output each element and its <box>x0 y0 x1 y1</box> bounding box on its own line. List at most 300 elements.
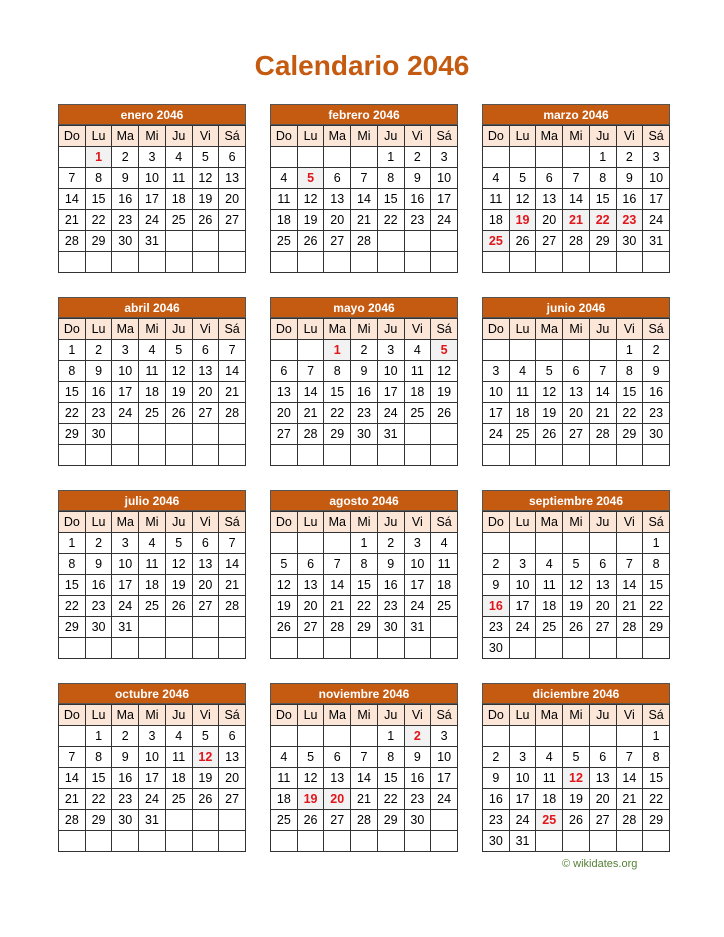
weekday-label: Sá <box>219 512 246 533</box>
empty-day-cell <box>85 638 112 659</box>
weekday-label: Sá <box>643 319 670 340</box>
day-cell: 11 <box>165 747 192 768</box>
empty-day-cell <box>192 617 219 638</box>
day-cell: 7 <box>324 554 351 575</box>
day-cell: 18 <box>165 189 192 210</box>
day-cell: 13 <box>536 189 563 210</box>
day-cell: 29 <box>324 424 351 445</box>
holiday-day-cell: 16 <box>483 596 510 617</box>
day-cell: 5 <box>536 361 563 382</box>
week-row <box>59 533 246 554</box>
empty-day-cell <box>589 445 616 466</box>
weekday-label: Vi <box>616 705 643 726</box>
holiday-day-cell: 1 <box>85 147 112 168</box>
day-cell: 18 <box>536 789 563 810</box>
empty-day-cell <box>377 638 404 659</box>
empty-day-cell <box>139 617 166 638</box>
empty-day-cell <box>324 831 351 852</box>
empty-day-cell <box>351 726 378 747</box>
empty-day-cell <box>589 340 616 361</box>
empty-day-cell <box>563 445 590 466</box>
week-row <box>271 533 458 554</box>
day-cell: 25 <box>165 210 192 231</box>
day-cell: 5 <box>271 554 298 575</box>
day-cell: 1 <box>616 340 643 361</box>
weekday-header-row <box>59 512 246 533</box>
weekday-label: Ju <box>589 319 616 340</box>
day-cell: 2 <box>85 340 112 361</box>
day-cell: 15 <box>589 189 616 210</box>
day-cell: 27 <box>536 231 563 252</box>
weekday-label: Ma <box>536 126 563 147</box>
weekday-label: Mi <box>351 126 378 147</box>
week-row <box>483 810 670 831</box>
day-cell: 4 <box>536 554 563 575</box>
week-row <box>59 575 246 596</box>
day-cell: 14 <box>616 768 643 789</box>
weekday-label: Lu <box>509 705 536 726</box>
day-cell: 24 <box>509 810 536 831</box>
empty-day-cell <box>643 252 670 273</box>
empty-day-cell <box>404 831 431 852</box>
month-table <box>58 511 246 659</box>
empty-day-cell <box>297 726 324 747</box>
day-cell: 1 <box>59 533 86 554</box>
week-row <box>271 210 458 231</box>
empty-day-cell <box>431 617 458 638</box>
day-cell: 8 <box>643 554 670 575</box>
weekday-header-row <box>59 126 246 147</box>
empty-day-cell <box>351 147 378 168</box>
day-cell: 13 <box>324 768 351 789</box>
weekday-label: Ju <box>165 512 192 533</box>
empty-day-cell <box>219 638 246 659</box>
weekday-label: Sá <box>431 126 458 147</box>
day-cell: 7 <box>616 747 643 768</box>
day-cell: 17 <box>377 382 404 403</box>
day-cell: 28 <box>324 617 351 638</box>
day-cell: 30 <box>112 231 139 252</box>
empty-day-cell <box>563 638 590 659</box>
day-cell: 26 <box>297 810 324 831</box>
day-cell: 25 <box>536 617 563 638</box>
weekday-label: Ju <box>589 705 616 726</box>
day-cell: 26 <box>165 596 192 617</box>
day-cell: 23 <box>483 810 510 831</box>
day-cell: 22 <box>351 596 378 617</box>
week-row <box>59 252 246 273</box>
day-cell: 10 <box>112 554 139 575</box>
day-cell: 10 <box>509 768 536 789</box>
day-cell: 4 <box>165 147 192 168</box>
day-cell: 23 <box>112 210 139 231</box>
week-row <box>483 726 670 747</box>
empty-day-cell <box>59 147 86 168</box>
day-cell: 30 <box>85 617 112 638</box>
weekday-label: Mi <box>139 319 166 340</box>
day-cell: 21 <box>351 210 378 231</box>
weekday-label: Ma <box>112 705 139 726</box>
empty-day-cell <box>219 445 246 466</box>
day-cell: 9 <box>112 747 139 768</box>
day-cell: 10 <box>404 554 431 575</box>
day-cell: 7 <box>351 747 378 768</box>
empty-day-cell <box>431 231 458 252</box>
week-row <box>483 638 670 659</box>
day-cell: 27 <box>589 617 616 638</box>
weekday-label: Do <box>271 126 298 147</box>
day-cell: 4 <box>509 361 536 382</box>
day-cell: 16 <box>616 189 643 210</box>
holiday-day-cell: 22 <box>589 210 616 231</box>
week-row <box>483 382 670 403</box>
day-cell: 26 <box>431 403 458 424</box>
empty-day-cell <box>509 533 536 554</box>
day-cell: 3 <box>139 147 166 168</box>
day-cell: 4 <box>271 747 298 768</box>
day-cell: 3 <box>483 361 510 382</box>
weekday-label: Vi <box>616 126 643 147</box>
day-cell: 21 <box>59 789 86 810</box>
day-cell: 13 <box>192 554 219 575</box>
week-row <box>59 726 246 747</box>
empty-day-cell <box>139 445 166 466</box>
day-cell: 19 <box>192 768 219 789</box>
day-cell: 2 <box>616 147 643 168</box>
week-row <box>271 554 458 575</box>
empty-day-cell <box>431 445 458 466</box>
day-cell: 14 <box>59 768 86 789</box>
day-cell: 1 <box>643 533 670 554</box>
empty-day-cell <box>271 638 298 659</box>
weekday-label: Ma <box>536 319 563 340</box>
day-cell: 27 <box>297 617 324 638</box>
empty-day-cell <box>297 147 324 168</box>
month-calendar <box>482 490 670 659</box>
day-cell: 28 <box>351 231 378 252</box>
empty-day-cell <box>271 831 298 852</box>
day-cell: 26 <box>563 617 590 638</box>
holiday-day-cell: 12 <box>563 768 590 789</box>
day-cell: 15 <box>616 382 643 403</box>
day-cell: 9 <box>404 168 431 189</box>
day-cell: 20 <box>219 189 246 210</box>
day-cell: 27 <box>589 810 616 831</box>
empty-day-cell <box>139 252 166 273</box>
week-row <box>271 596 458 617</box>
day-cell: 12 <box>297 768 324 789</box>
day-cell: 16 <box>404 768 431 789</box>
day-cell: 24 <box>112 596 139 617</box>
empty-day-cell <box>112 252 139 273</box>
day-cell: 29 <box>377 810 404 831</box>
holiday-day-cell: 5 <box>431 340 458 361</box>
day-cell: 23 <box>85 403 112 424</box>
day-cell: 12 <box>271 575 298 596</box>
empty-day-cell <box>324 252 351 273</box>
week-row <box>483 168 670 189</box>
empty-day-cell <box>297 638 324 659</box>
day-cell: 22 <box>85 210 112 231</box>
empty-day-cell <box>59 831 86 852</box>
day-cell: 23 <box>483 617 510 638</box>
weekday-label: Mi <box>563 319 590 340</box>
empty-day-cell <box>219 810 246 831</box>
month-calendar <box>58 297 246 466</box>
day-cell: 30 <box>643 424 670 445</box>
week-row <box>59 147 246 168</box>
day-cell: 6 <box>297 554 324 575</box>
day-cell: 19 <box>563 789 590 810</box>
day-cell: 21 <box>616 789 643 810</box>
week-row <box>271 445 458 466</box>
empty-day-cell <box>377 252 404 273</box>
day-cell: 2 <box>643 340 670 361</box>
day-cell: 13 <box>589 768 616 789</box>
weekday-label: Do <box>483 126 510 147</box>
weekday-label: Do <box>59 705 86 726</box>
week-row <box>271 189 458 210</box>
empty-day-cell <box>589 831 616 852</box>
weekday-label: Ma <box>536 512 563 533</box>
day-cell: 28 <box>589 424 616 445</box>
holiday-day-cell: 2 <box>404 726 431 747</box>
day-cell: 8 <box>616 361 643 382</box>
day-cell: 6 <box>192 533 219 554</box>
week-row <box>59 768 246 789</box>
weekday-header-row <box>271 319 458 340</box>
month-calendar <box>270 297 458 466</box>
day-cell: 3 <box>643 147 670 168</box>
day-cell: 24 <box>643 210 670 231</box>
empty-day-cell <box>509 638 536 659</box>
weekday-label: Do <box>271 512 298 533</box>
week-row <box>483 147 670 168</box>
empty-day-cell <box>59 252 86 273</box>
day-cell: 29 <box>589 231 616 252</box>
day-cell: 21 <box>297 403 324 424</box>
empty-day-cell <box>589 726 616 747</box>
weekday-label: Mi <box>351 705 378 726</box>
day-cell: 27 <box>192 596 219 617</box>
empty-day-cell <box>563 252 590 273</box>
day-cell: 7 <box>59 747 86 768</box>
weekday-label: Lu <box>509 126 536 147</box>
week-row <box>483 231 670 252</box>
weekday-label: Vi <box>404 126 431 147</box>
week-row <box>483 831 670 852</box>
weekday-label: Ju <box>377 126 404 147</box>
empty-day-cell <box>563 533 590 554</box>
week-row <box>271 575 458 596</box>
weekday-label: Do <box>59 512 86 533</box>
day-cell: 1 <box>377 147 404 168</box>
day-cell: 31 <box>139 810 166 831</box>
day-cell: 30 <box>112 810 139 831</box>
day-cell: 22 <box>59 403 86 424</box>
day-cell: 6 <box>536 168 563 189</box>
day-cell: 19 <box>563 596 590 617</box>
day-cell: 17 <box>431 768 458 789</box>
day-cell: 23 <box>377 596 404 617</box>
day-cell: 17 <box>112 382 139 403</box>
week-row <box>483 747 670 768</box>
empty-day-cell <box>377 445 404 466</box>
holiday-day-cell: 19 <box>509 210 536 231</box>
day-cell: 20 <box>563 403 590 424</box>
empty-day-cell <box>165 617 192 638</box>
day-cell: 8 <box>643 747 670 768</box>
week-row <box>271 424 458 445</box>
empty-day-cell <box>271 533 298 554</box>
week-row <box>271 382 458 403</box>
day-cell: 10 <box>377 361 404 382</box>
day-cell: 12 <box>509 189 536 210</box>
day-cell: 22 <box>377 210 404 231</box>
weekday-label: Mi <box>139 705 166 726</box>
weekday-label: Lu <box>297 319 324 340</box>
empty-day-cell <box>404 252 431 273</box>
day-cell: 18 <box>165 768 192 789</box>
day-cell: 10 <box>139 747 166 768</box>
empty-day-cell <box>509 445 536 466</box>
day-cell: 4 <box>431 533 458 554</box>
day-cell: 20 <box>589 789 616 810</box>
week-row <box>271 231 458 252</box>
weekday-header-row <box>59 319 246 340</box>
holiday-day-cell: 23 <box>616 210 643 231</box>
weekday-label: Ju <box>165 319 192 340</box>
weekday-label: Vi <box>616 512 643 533</box>
empty-day-cell <box>563 831 590 852</box>
day-cell: 1 <box>351 533 378 554</box>
week-row <box>59 638 246 659</box>
day-cell: 3 <box>431 147 458 168</box>
week-row <box>271 361 458 382</box>
month-table <box>270 704 458 852</box>
day-cell: 20 <box>297 596 324 617</box>
week-row <box>483 252 670 273</box>
weekday-label: Ju <box>165 705 192 726</box>
week-row <box>59 831 246 852</box>
weekday-label: Ju <box>377 512 404 533</box>
day-cell: 12 <box>536 382 563 403</box>
week-row <box>59 382 246 403</box>
week-row <box>271 340 458 361</box>
weekday-label: Lu <box>297 705 324 726</box>
day-cell: 26 <box>165 403 192 424</box>
empty-day-cell <box>59 638 86 659</box>
weekday-label: Do <box>271 705 298 726</box>
month-table <box>482 318 670 466</box>
day-cell: 15 <box>85 189 112 210</box>
day-cell: 6 <box>589 747 616 768</box>
day-cell: 12 <box>192 168 219 189</box>
weekday-label: Do <box>483 705 510 726</box>
day-cell: 22 <box>324 403 351 424</box>
empty-day-cell <box>85 252 112 273</box>
month-calendar <box>58 683 246 852</box>
day-cell: 13 <box>324 189 351 210</box>
day-cell: 25 <box>431 596 458 617</box>
day-cell: 18 <box>139 575 166 596</box>
empty-day-cell <box>643 445 670 466</box>
day-cell: 22 <box>616 403 643 424</box>
week-row <box>59 810 246 831</box>
day-cell: 22 <box>85 789 112 810</box>
day-cell: 9 <box>404 747 431 768</box>
month-table <box>270 511 458 659</box>
day-cell: 3 <box>509 554 536 575</box>
day-cell: 2 <box>351 340 378 361</box>
day-cell: 16 <box>404 189 431 210</box>
day-cell: 4 <box>271 168 298 189</box>
day-cell: 11 <box>509 382 536 403</box>
day-cell: 2 <box>404 147 431 168</box>
empty-day-cell <box>404 424 431 445</box>
day-cell: 29 <box>85 810 112 831</box>
day-cell: 19 <box>165 382 192 403</box>
day-cell: 1 <box>85 726 112 747</box>
day-cell: 8 <box>351 554 378 575</box>
day-cell: 16 <box>85 575 112 596</box>
empty-day-cell <box>509 726 536 747</box>
holiday-day-cell: 25 <box>536 810 563 831</box>
day-cell: 13 <box>297 575 324 596</box>
day-cell: 27 <box>324 231 351 252</box>
weekday-label: Lu <box>297 512 324 533</box>
day-cell: 4 <box>139 340 166 361</box>
day-cell: 30 <box>377 617 404 638</box>
day-cell: 1 <box>377 726 404 747</box>
day-cell: 18 <box>271 789 298 810</box>
day-cell: 6 <box>192 340 219 361</box>
empty-day-cell <box>219 617 246 638</box>
weekday-header-row <box>271 512 458 533</box>
day-cell: 27 <box>192 403 219 424</box>
day-cell: 17 <box>643 189 670 210</box>
day-cell: 3 <box>112 533 139 554</box>
day-cell: 25 <box>165 789 192 810</box>
day-cell: 11 <box>271 768 298 789</box>
day-cell: 21 <box>589 403 616 424</box>
holiday-day-cell: 19 <box>297 789 324 810</box>
empty-day-cell <box>192 424 219 445</box>
day-cell: 18 <box>404 382 431 403</box>
day-cell: 6 <box>324 168 351 189</box>
day-cell: 19 <box>192 189 219 210</box>
day-cell: 24 <box>431 210 458 231</box>
empty-day-cell <box>192 252 219 273</box>
day-cell: 30 <box>616 231 643 252</box>
day-cell: 5 <box>297 747 324 768</box>
day-cell: 23 <box>85 596 112 617</box>
week-row <box>271 768 458 789</box>
day-cell: 4 <box>165 726 192 747</box>
weekday-label: Lu <box>297 126 324 147</box>
month-title: abril 2046 <box>58 297 246 318</box>
day-cell: 20 <box>192 575 219 596</box>
weekday-label: Do <box>483 512 510 533</box>
weekday-header-row <box>483 705 670 726</box>
day-cell: 18 <box>483 210 510 231</box>
empty-day-cell <box>536 831 563 852</box>
weekday-label: Vi <box>192 705 219 726</box>
day-cell: 28 <box>219 596 246 617</box>
day-cell: 24 <box>112 403 139 424</box>
week-row <box>483 340 670 361</box>
day-cell: 22 <box>643 789 670 810</box>
